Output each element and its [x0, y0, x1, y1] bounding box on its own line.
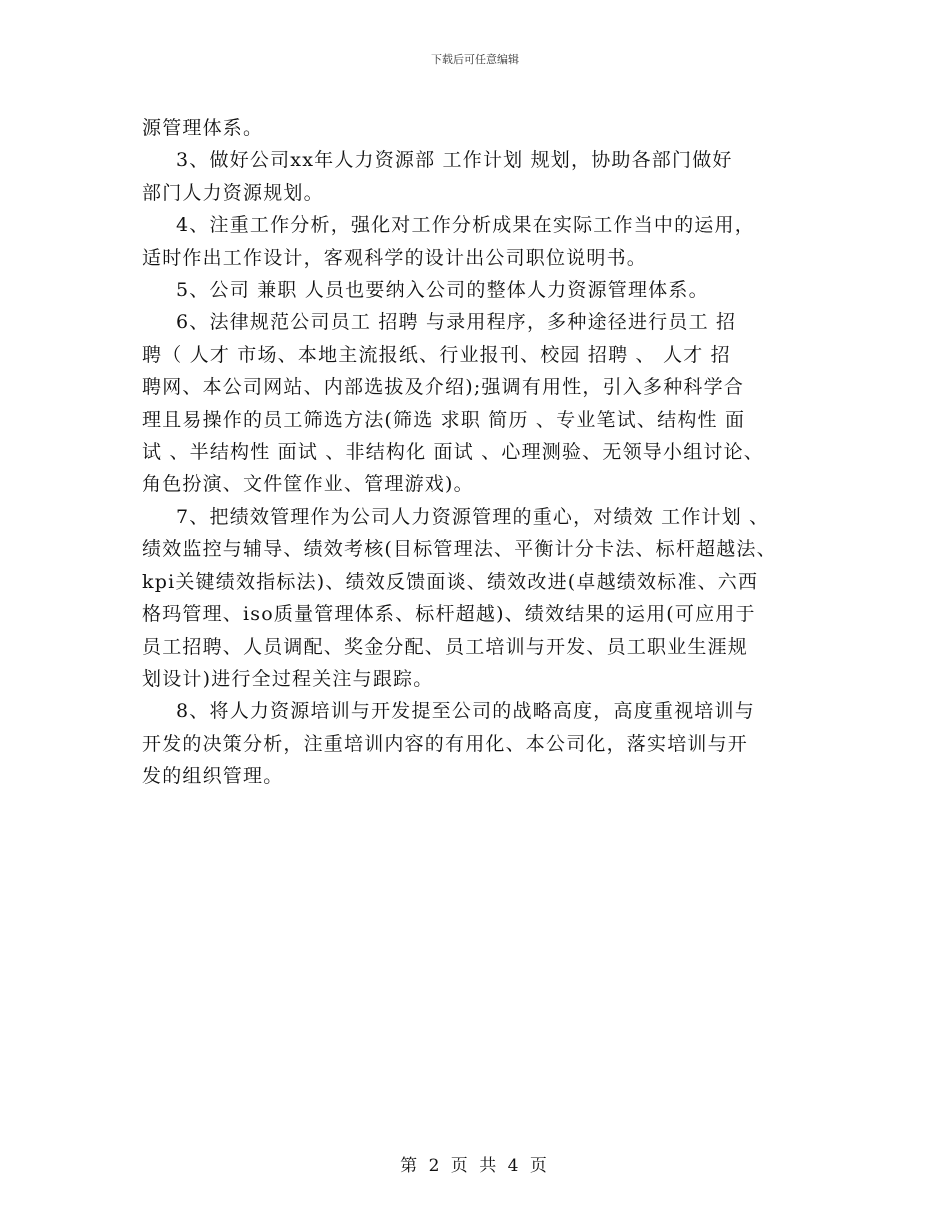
text-line: 划设计)进行全过程关注与跟踪。	[142, 667, 434, 690]
paragraph-6-line: 6、法律规范公司员工 招聘 与录用程序，多种途径进行员工 招	[176, 311, 737, 334]
paragraph-3-line: 3、做好公司xx年人力资源部 工作计划 规划，协助各部门做好	[176, 149, 733, 172]
text-line: 绩效监控与辅导、绩效考核(目标管理法、平衡计分卡法、标杆超越法、	[142, 538, 777, 561]
text-line: 发的组织管理。	[142, 765, 284, 788]
text-line: 理且易操作的员工筛选方法(筛选 求职 简历 、专业笔试、结构性 面	[142, 408, 746, 431]
text-line: 聘网、本公司网站、内部选拔及介绍);强调有用性，引入多种科学合	[142, 376, 745, 399]
text-line: 试 、半结构性 面试 、非结构化 面试 、心理测验、无领导小组讨论、	[142, 441, 764, 464]
page-number: 第 2 页 共 4 页	[400, 1156, 550, 1176]
text-line: 开发的决策分析，注重培训内容的有用化、本公司化，落实培训与开	[142, 732, 749, 755]
text-line: 角色扮演、文件筐作业、管理游戏)。	[142, 473, 474, 496]
text-line: 聘（ 人才 市场、本地主流报纸、行业报刊、校园 招聘 、 人才 招	[142, 343, 731, 366]
text-line: 源管理体系。	[142, 117, 264, 139]
document-body	[142, 112, 832, 793]
text-line: 员工招聘、人员调配、奖金分配、员工培训与开发、员工职业生涯规	[142, 635, 749, 658]
paragraph-7-line: 7、把绩效管理作为公司人力资源管理的重心，对绩效 工作计划 、	[176, 505, 770, 528]
paragraph-4-line: 4、注重工作分析，强化对工作分析成果在实际工作当中的运用，	[176, 214, 755, 237]
paragraph-8-line: 8、将人力资源培训与开发提至公司的战略高度，高度重视培训与	[176, 700, 755, 723]
page-header-note: 下载后可任意编辑	[431, 53, 519, 66]
text-line: 格玛管理、iso质量管理体系、标杆超越)、绩效结果的运用(可应用于	[142, 603, 756, 626]
paragraph-5-line: 5、公司 兼职 人员也要纳入公司的整体人力资源管理体系。	[176, 279, 709, 302]
text-line: 适时作出工作设计，客观科学的设计出公司职位说明书。	[142, 246, 648, 269]
text-line: 部门人力资源规划。	[142, 181, 324, 204]
text-line: kpi关键绩效指标法)、绩效反馈面谈、绩效改进(卓越绩效标准、六西	[142, 570, 759, 593]
